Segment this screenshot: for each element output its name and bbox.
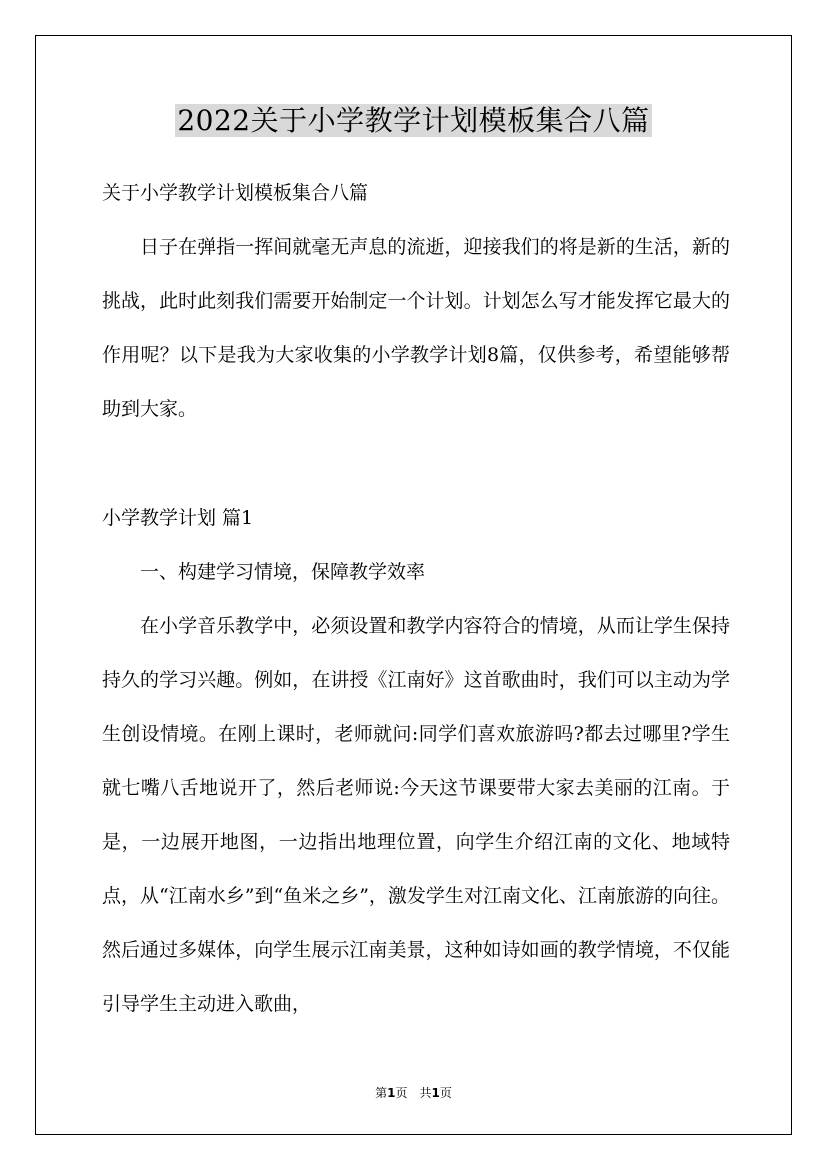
body-paragraph: 在小学音乐教学中，必须设置和教学内容符合的情境，从而让学生保持持久的学习兴趣。例如，在讲授《江南好》这首歌曲时，我们可以主动为学生创设情境。在刚上课时，老师就问:同学们喜欢旅游吗?都去过哪里?学生就七嘴八舌地说开了，然后老师说:今天这节课要带大家去美丽的江南。于是，一边展开地图，一边指出地理位置，向学生介绍江南的文化、地域特点，从“江南水乡”到“鱼米之乡”，激发学生对江南文化、江南旅游的向往。然后通过多媒体，向学生展示江南美景，这种如诗如画的教学情境，不仅能引导学生主动进入歌曲，	[102, 615, 730, 1015]
document-subtitle: 关于小学教学计划模板集合八篇	[102, 182, 369, 204]
point-heading: 一、构建学习情境，保障教学效率	[140, 561, 426, 583]
intro-paragraph: 日子在弹指一挥间就毫无声息的流逝，迎接我们的将是新的生活，新的挑战，此时此刻我们需要开始制定一个计划。计划怎么写才能发挥它最大的作用呢？以下是我为大家收集的小学教学计划8篇，仅供参考，希望能够帮助到大家。	[102, 236, 730, 420]
footer-page-mid: 页 共	[395, 1086, 432, 1100]
page-footer	[0, 1085, 827, 1101]
footer-page-suffix: 页	[439, 1086, 452, 1100]
document-title	[0, 101, 827, 141]
document-title-text: 2022关于小学教学计划模板集合八篇	[177, 104, 650, 137]
footer-page-current: 1	[387, 1086, 396, 1100]
footer-page-prefix: 第	[375, 1086, 388, 1100]
footer-page-total: 1	[431, 1086, 440, 1100]
section-heading: 小学教学计划 篇1	[102, 507, 254, 529]
